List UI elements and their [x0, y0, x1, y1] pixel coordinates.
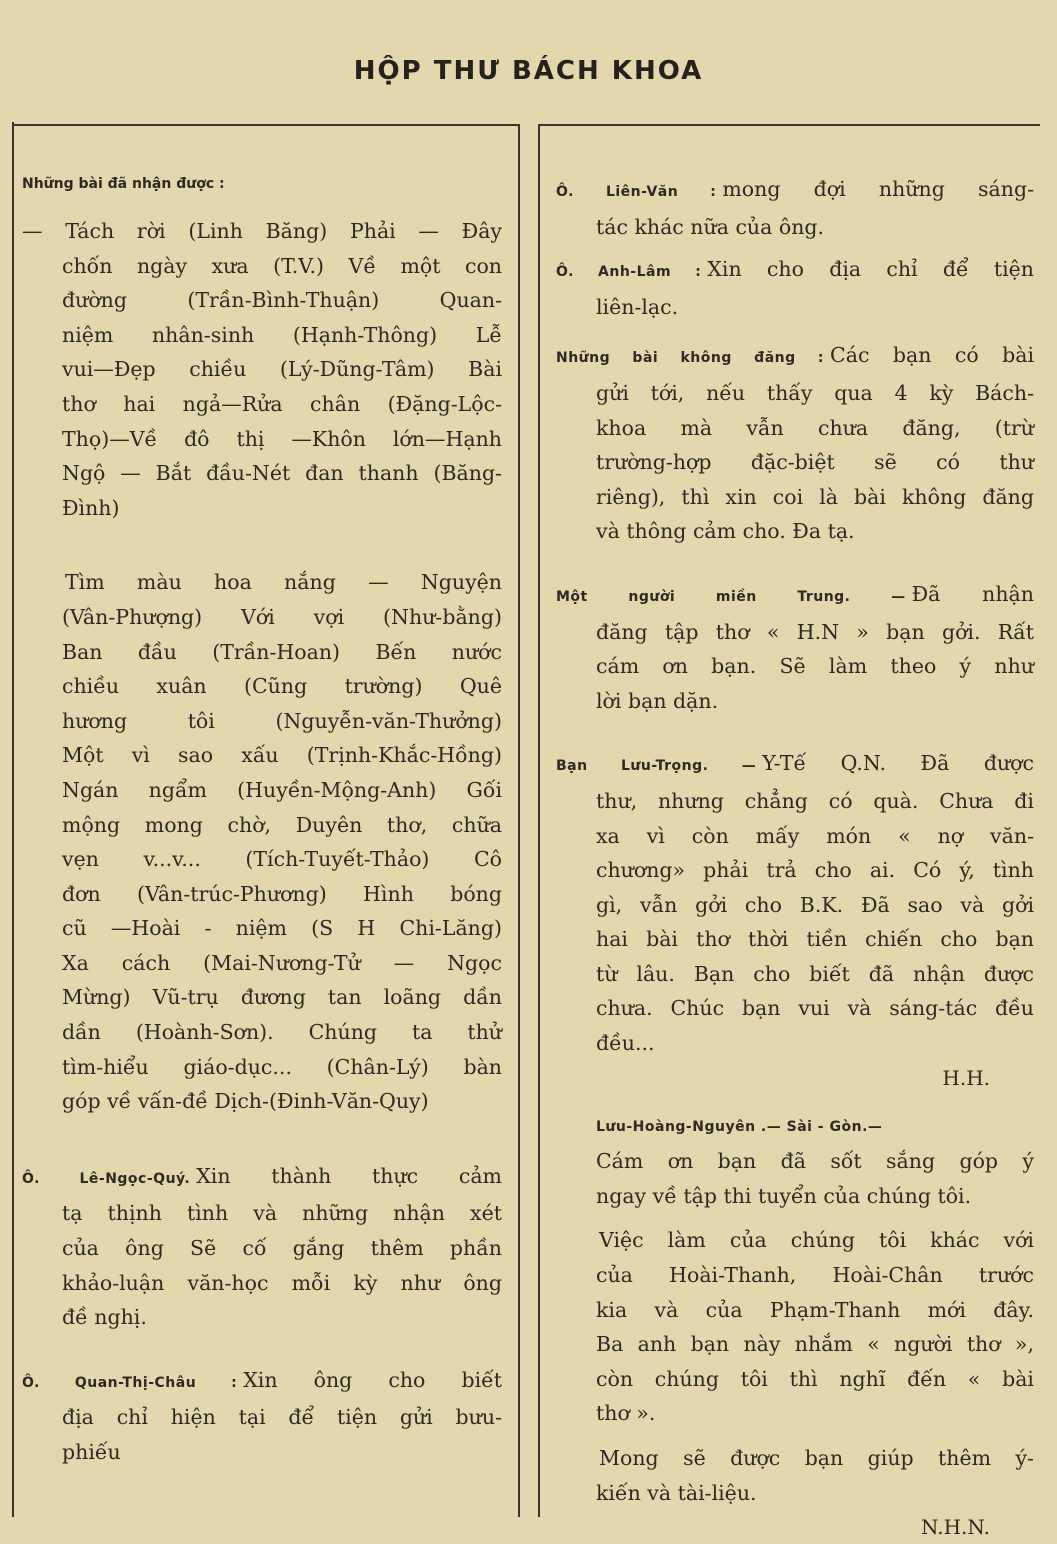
text-line: liên-lạc.: [596, 294, 679, 319]
reply-label: Ô. Lê-Ngọc-Quý.: [22, 1170, 191, 1187]
text-line: Mong sẽ được bạn giúp thêm ý-: [599, 1446, 1034, 1470]
text-line: và thông cảm cho. Đa tạ.: [596, 519, 855, 544]
text-line: chương» phải trả cho ai. Có ý, tình: [596, 858, 1034, 883]
text-line: Xa cách (Mai-Nương-Tử — Ngọc: [62, 950, 502, 975]
text-line: niệm nhân-sinh (Hạnh-Thông) Lễ: [62, 322, 502, 347]
text-line: — Tách rời (Linh Băng) Phải — Đây: [22, 219, 502, 243]
text-line: góp về vấn-đề Dịch-(Đinh-Văn-Quy): [62, 1089, 429, 1114]
reply-luu-trong: [556, 746, 1034, 1094]
text-line: Ba anh bạn này nhắm « người thơ »,: [596, 1332, 1034, 1357]
text-line: của Hoài-Thanh, Hoài-Chân trước: [596, 1263, 1034, 1288]
text-line: chốn ngày xưa (T.V.) Về một con: [62, 253, 502, 278]
text-line: Xin cho địa chỉ để tiện: [707, 257, 1035, 282]
column-divider-left: [518, 124, 520, 1517]
text-line: mong đợi những sáng-: [722, 177, 1035, 201]
text-line: đăng tập thơ « H.N » bạn gởi. Rất: [596, 619, 1034, 644]
text-line: gửi tới, nếu thấy qua 4 kỳ Bách-: [596, 380, 1034, 405]
received-heading: Những bài đã nhận được :: [22, 176, 225, 192]
text-line: trường-hợp đặc-biệt sẽ có thư: [596, 450, 1034, 475]
left-top-rule: [14, 124, 518, 126]
text-line: đơn (Vân-trúc-Phương) Hình bóng: [62, 881, 502, 906]
text-line: Cám ơn bạn đã sốt sắng góp ý: [596, 1149, 1034, 1174]
text-line: xa vì còn mấy món « nợ văn-: [596, 823, 1034, 848]
text-line: kiến và tài-liệu.: [596, 1480, 757, 1505]
text-line: (Vân-Phượng) Với vợi (Như-bằng): [62, 604, 502, 629]
text-line: hai bài thơ thời tiền chiến cho bạn: [596, 927, 1034, 952]
text-line: Việc làm của chúng tôi khác với: [599, 1228, 1034, 1253]
reply-quan-thi-chau: [22, 1363, 502, 1470]
text-line: kia và của Phạm-Thanh mới đây.: [596, 1297, 1034, 1322]
left-column: [22, 172, 502, 1470]
reply-label: Ô. Anh-Lâm :: [556, 264, 702, 281]
text-line: Một vì sao xấu (Trịnh-Khắc-Hồng): [62, 743, 502, 768]
text-line: riêng), thì xin coi là bài không đăng: [596, 484, 1034, 509]
text-line: Y-Tế Q.N. Đã được: [762, 751, 1034, 776]
text-line: chưa. Chúc bạn vui và sáng-tác đều: [596, 996, 1034, 1021]
text-line: Đã nhận: [911, 581, 1034, 606]
text-line: mộng mong chờ, Duyên thơ, chữa: [62, 812, 502, 837]
text-line: địa chỉ hiện tại để tiện gửi bưu-: [62, 1405, 502, 1430]
text-line: lời bạn dặn.: [596, 688, 719, 713]
text-line: khảo-luận văn-học mỗi kỳ như ông: [62, 1270, 502, 1295]
reply-anh-lam: [556, 252, 1034, 324]
reply-le-ngoc-quy: [22, 1159, 502, 1335]
text-line: tìm-hiểu giáo-dục... (Chân-Lý) bàn: [62, 1054, 502, 1079]
text-line: tạ thịnh tình và những nhận xét: [62, 1201, 502, 1226]
text-line: Thọ)—Về đô thị —Khôn lớn—Hạnh: [62, 426, 502, 451]
text-line: vẹn v...v... (Tích-Tuyết-Thảo) Cô: [62, 847, 502, 872]
text-line: Đình): [62, 495, 120, 520]
text-line: tác khác nữa của ông.: [596, 214, 825, 239]
right-top-rule: [540, 124, 1040, 126]
text-line: Ngán ngẩm (Huyền-Mộng-Anh) Gối: [62, 777, 502, 802]
received-list-part-1: [22, 214, 502, 525]
text-line: thơ ».: [596, 1401, 656, 1426]
text-line: đường (Trần-Bình-Thuận) Quan-: [62, 288, 502, 313]
page-title: HỘP THƯ BÁCH KHOA: [353, 56, 704, 86]
reply-label: Ô. Liên-Văn :: [556, 184, 717, 200]
text-line: cũ —Hoài - niệm (S H Chi-Lăng): [62, 916, 502, 941]
text-line: đề nghị.: [62, 1305, 147, 1330]
signature: H.H.: [942, 1065, 990, 1090]
text-line: cám ơn bạn. Sẽ làm theo ý như: [596, 654, 1034, 679]
text-line: Ban đầu (Trần-Hoan) Bến nước: [62, 639, 502, 664]
text-line: Ngộ — Bắt đầu-Nét đan thanh (Băng-: [62, 461, 502, 486]
text-line: phiếu: [62, 1440, 121, 1464]
text-line: hương tôi (Nguyễn-văn-Thưởng): [62, 708, 502, 733]
text-line: Tìm màu hoa nắng — Nguyện: [65, 570, 502, 595]
reply-mien-trung: [556, 577, 1034, 718]
text-line: vui—Đẹp chiều (Lý-Dũng-Tâm) Bài: [62, 357, 502, 382]
text-line: còn chúng tôi thì nghĩ đến « bài: [596, 1366, 1034, 1391]
text-line: thơ hai ngả—Rửa chân (Đặng-Lộc-: [62, 391, 502, 416]
received-list-part-2: [22, 565, 502, 1119]
text-line: của ông Sẽ cố gắng thêm phần: [62, 1236, 502, 1261]
column-divider-right: [538, 124, 540, 1517]
reply-label: Những bài không đăng :: [556, 350, 825, 367]
text-line: từ lâu. Bạn cho biết đã nhận được: [596, 961, 1034, 986]
reply-label: Lưu-Hoàng-Nguyên .— Sài - Gòn.—: [596, 1118, 883, 1135]
text-line: Mừng) Vũ-trụ đương tan loãng dần: [62, 985, 502, 1010]
reply-label: Ô. Quan-Thị-Châu :: [22, 1374, 238, 1391]
left-outer-rule: [12, 122, 14, 1517]
text-line: thư, nhưng chẳng có quà. Chưa đi: [596, 788, 1034, 813]
text-line: Xin thành thực cảm: [196, 1163, 502, 1188]
text-line: dần (Hoành-Sơn). Chúng ta thử: [62, 1020, 502, 1045]
text-line: Các bạn có bài: [830, 343, 1034, 368]
signature: N.H.N.: [921, 1515, 990, 1540]
reply-label: Bạn Lưu-Trọng. —: [556, 758, 757, 775]
text-line: đều...: [596, 1031, 655, 1056]
text-line: chiều xuân (Cũng trường) Quê: [62, 674, 502, 699]
right-column: [556, 172, 1034, 1544]
not-published-notice: [556, 338, 1034, 549]
reply-lien-van: [556, 172, 1034, 244]
text-line: Xin ông cho biết: [243, 1367, 502, 1392]
text-line: ngay về tập thi tuyển của chúng tôi.: [596, 1183, 972, 1208]
reply-label: Một người miền Trung. —: [556, 588, 906, 605]
reply-luu-hoang-nguyen: [556, 1107, 1034, 1544]
text-line: khoa mà vẫn chưa đăng, (trừ: [596, 415, 1034, 440]
text-line: gì, vẫn gởi cho B.K. Đã sao và gởi: [596, 892, 1034, 917]
